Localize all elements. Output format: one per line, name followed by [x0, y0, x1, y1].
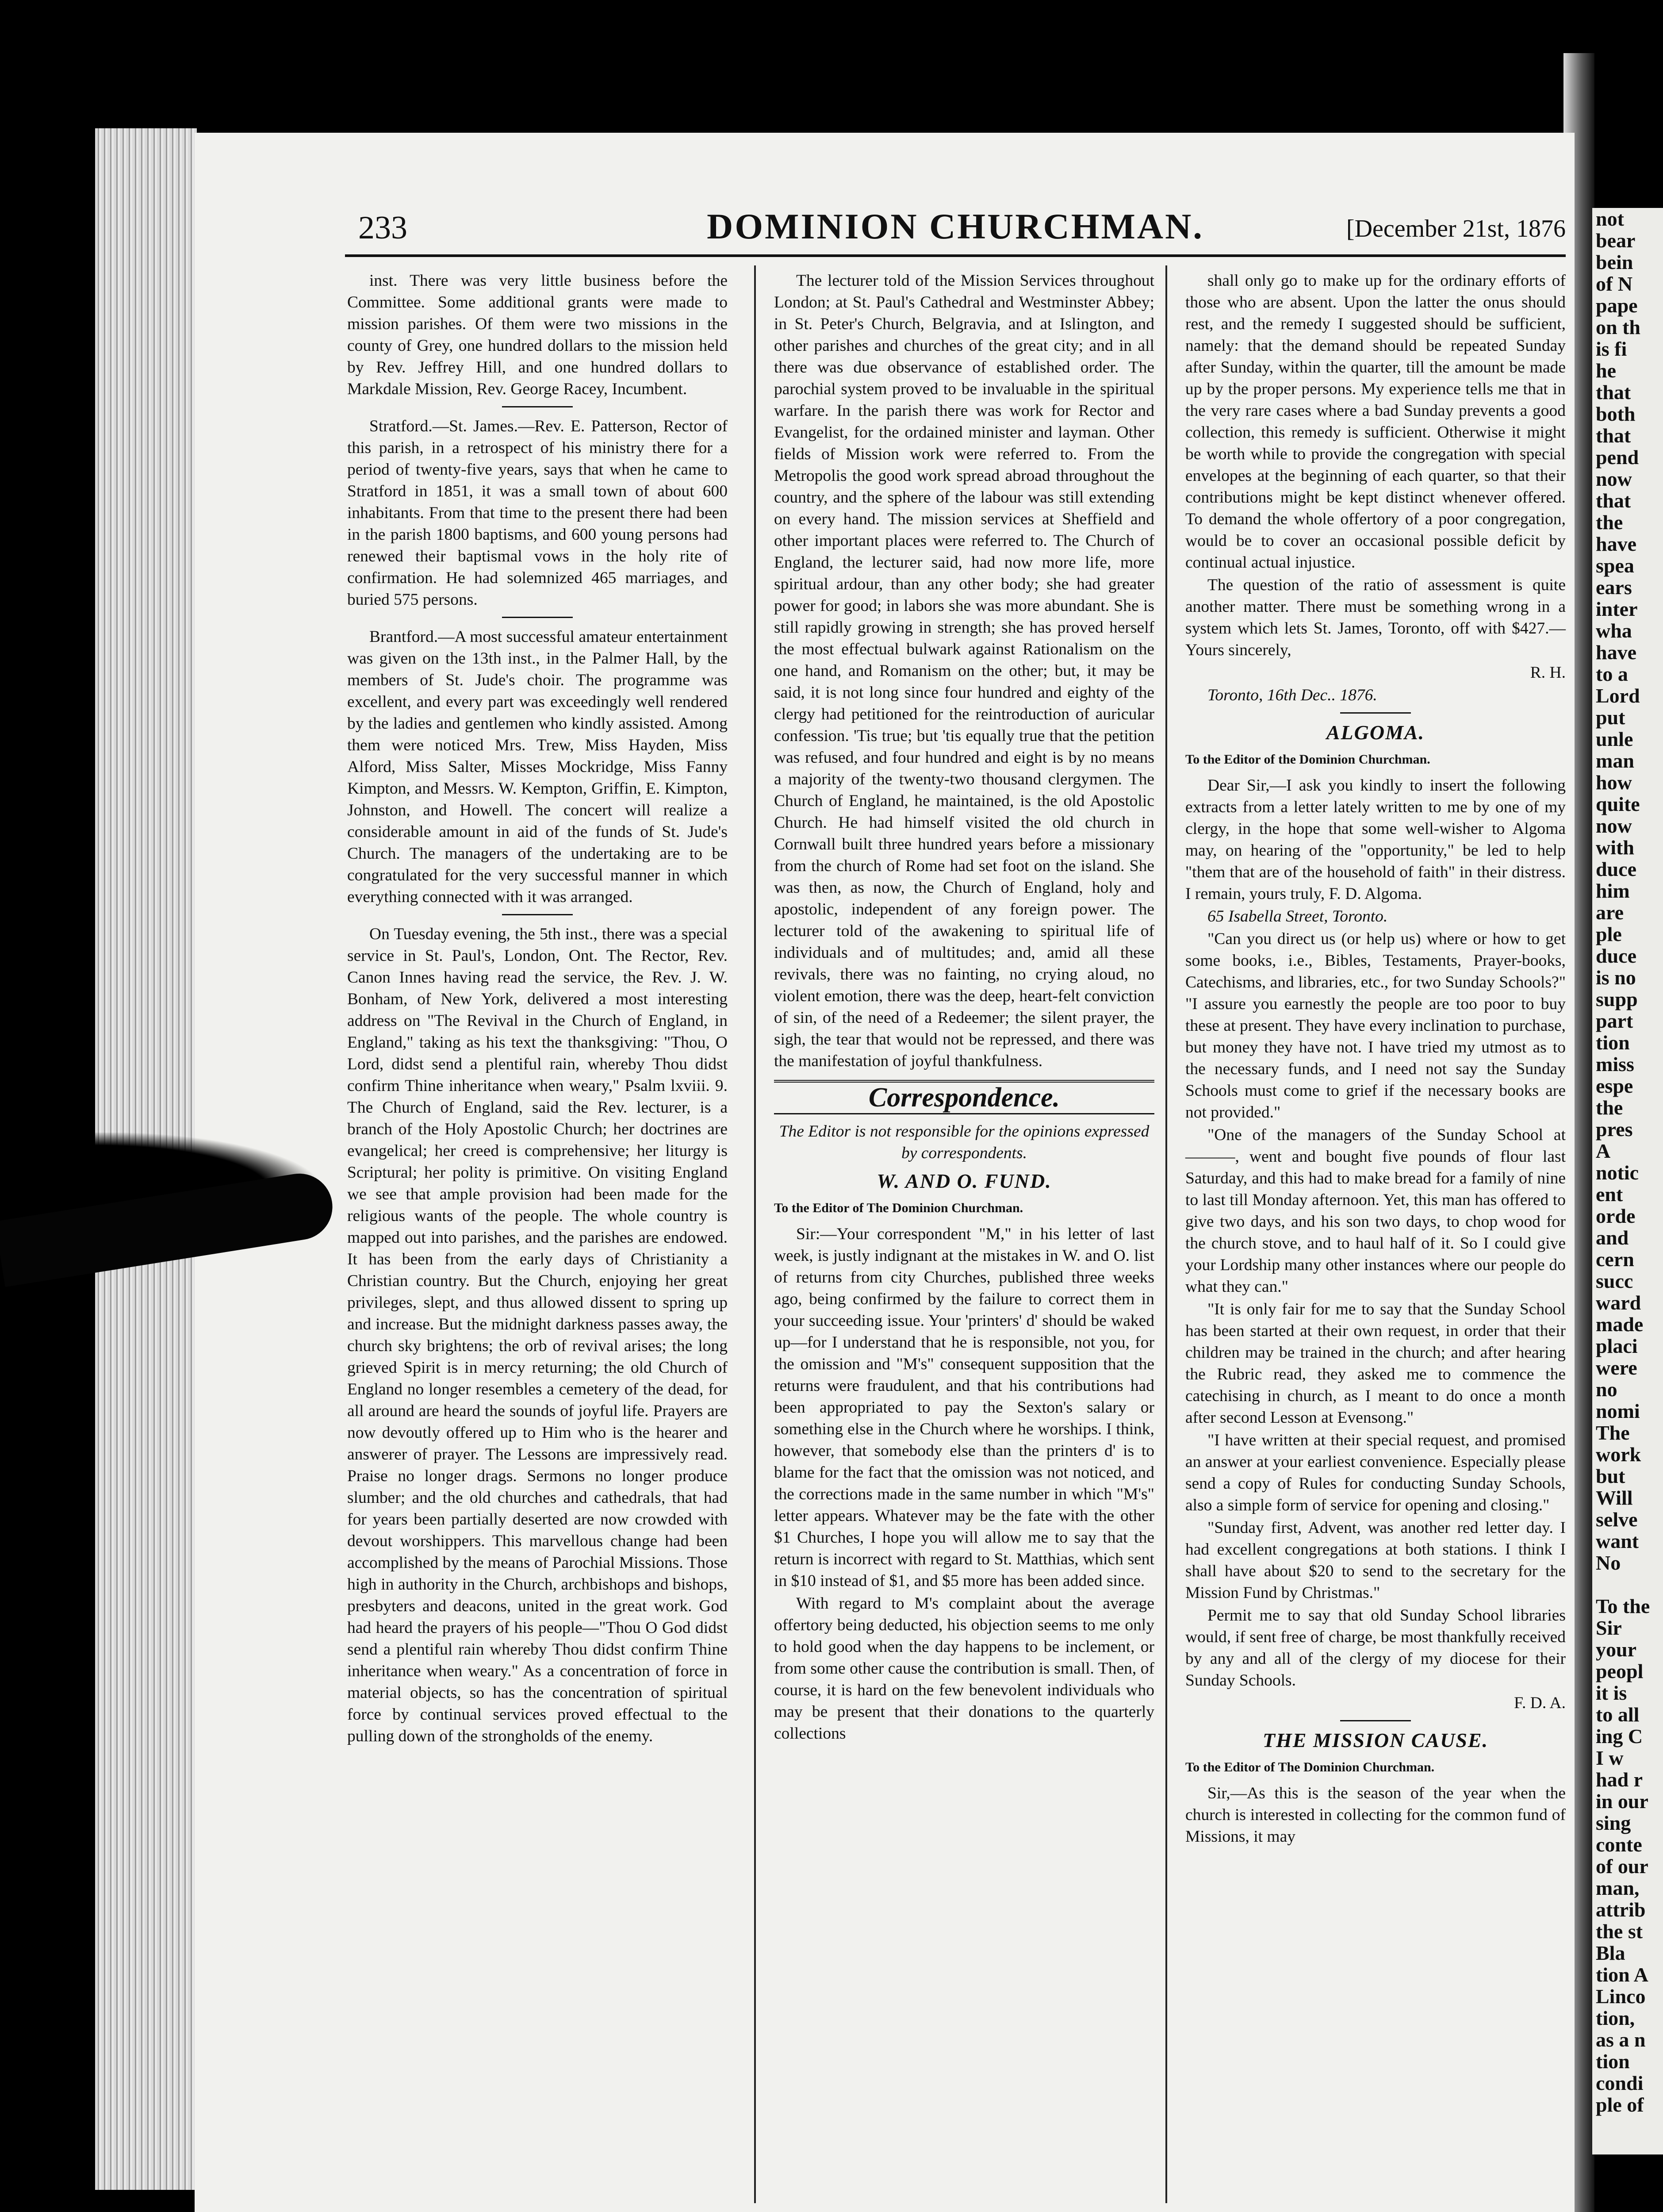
letter-paragraph: Dear Sir,—I ask you kindly to insert the following extracts from a letter lately written to me by one of my clergy, in the hope that some well-wisher to Algoma may, on hearing of the "opportunity," be led to help "them that are of the household of faith" in their distress. I remain, yours truly, F. D. Algoma.	[1185, 776, 1566, 903]
fragment-line: bein	[1596, 251, 1633, 273]
fragment-line: it is	[1596, 1682, 1627, 1704]
fragment-line: him	[1596, 879, 1630, 902]
to-editor-line: To the Editor of The Dominion Churchman.	[774, 1201, 1023, 1215]
fragment-line: espe	[1596, 1075, 1633, 1097]
page-number: 233	[358, 210, 407, 246]
fragment-line: but	[1596, 1465, 1625, 1487]
correspondence-banner: Correspondence.	[774, 1080, 1154, 1114]
fragment-line: of our	[1596, 1855, 1648, 1878]
to-editor-line: To the Editor of The Dominion Churchman.	[1185, 1760, 1435, 1774]
fragment-line: The	[1596, 1421, 1630, 1444]
fragment-line: have	[1596, 641, 1636, 664]
fragment-line: ears	[1596, 576, 1632, 599]
letter-paragraph: "Sunday first, Advent, was another red letter day. I had excellent congregations at both stations. I think I shall have about $20 to send to the secretary for the Mission Fund by Christmas."	[1185, 1519, 1566, 1602]
fragment-line: inter	[1596, 598, 1638, 620]
fragment-line: your	[1596, 1638, 1636, 1661]
lecture-paragraph: The lecturer told of the Mission Services throughout London; at St. Paul's Cathedral and Westminster Abbey; in St. Peter's Church, Belgravia, and at Islington, and other parishes and churches of the great city; and in all there was due observance of established order. The parochial system proved to be invaluable in the spiritual warfare. In the parish there was work for Rector and Evangelist, for the ordained minister and layman. Other fields of Mission work were referred to. From the Metropolis the good work spread abroad throughout the country, and the sphere of the labour was still extending on every hand. The mission services at Sheffield and other important places were referred to. The Church of England, the lecturer said, had now more life, more spiritual ardour, than any other body; she had greater power for good; in labors she was more abundant. She is still rapidly growing in strength; she has proved herself the most effectual bulwark against Rationalism on the one hand, and Romanism on the other; but, it may be said, it is not long since four hundred and eighty of the clergy had petitioned for the reintroduction of auricular confession. 'Tis true; but 'tis equally true that the petition was refused, and four hundred and eight is by no means a majority of the twenty-two thousand clergymen. The Church of England, he maintained, is the old Apostolic Church. He had himself visited the old church in Cornwall built three hundred years before a missionary from the church of Rome had set foot on the island. She was then, as now, the Church of England, holy and apostolic, independent of any foreign power. The lecturer told of the awakening to spiritual life of individuals and of multitudes; and, amid all these revivals, there was no fainting, no crying aloud, no violent emotion, there was the deep, heart-felt conviction of sin, of the need of a Redeemer; the silent prayer, the sigh, the tear that would not be repressed, and there was the manifestation of joyful thankfulness.	[774, 272, 1154, 1070]
letter-paragraph: "It is only fair for me to say that the Sunday School has been started at their own request, in order that their children may be trained in the church; and after hearing the Rubric read, they asked me to commence the catechising in church, as I meant to do once a month after second Lesson at Evensong."	[1185, 1300, 1566, 1427]
fragment-line: A	[1596, 1140, 1611, 1162]
signature: F. D. A.	[1514, 1694, 1566, 1712]
fragment-line: ent	[1596, 1183, 1623, 1206]
to-editor-line: To the Editor of the Dominion Churchman.	[1185, 752, 1430, 767]
fragment-line: To the	[1596, 1595, 1650, 1617]
fragment-line: and	[1596, 1226, 1629, 1249]
letter-paragraph: Sir,—As this is the season of the year when the church is interested in collecting for the common fund of Missions, it may	[1185, 1784, 1566, 1846]
issue-date: [December 21st, 1876	[1346, 215, 1566, 242]
letter-paragraph: Sir:—Your correspondent "M," in his letter of last week, is justly indignant at the mistakes in W. and O. list of returns from city Churches, published three weeks ago, being confirmed by the failure to correct them in your succeeding issue. Your 'printers' d' should be waked up—for I understand that he is responsible, not you, for the omission and "M's" consequent supposition that the returns were fraudulent, and that his contributions had been appropriated to pay the Sexton's salary or something else in the Church where he worships. I think, however, that somebody else than the printers d' is to blame for the fact that the omission was not noticed, and the corrections made in the same number in which "M's" letter appears. Whatever may be the fate with the other $1 Churches, I hope you will allow me to say that the return is incorrect with regard to St. Matthias, which sent in $10 instead of $1, and $5 more has been added since.	[774, 1225, 1154, 1590]
fragment-line: quite	[1596, 793, 1640, 815]
fragment-line: how	[1596, 771, 1632, 794]
fragment-line: bear	[1596, 229, 1636, 252]
fragment-line: attrib	[1596, 1898, 1646, 1921]
letter-paragraph: "Can you direct us (or help us) where or how to get some books, i.e., Bibles, Testaments, Prayer-books, Catechisms, and libraries, etc., for two Sunday Schools?" "I assure you earnestly the people are too poor to buy these at present. They have every inclination to purchase, but money they have not. I have tried my utmost as to the necessary funds, and I need not say the Sunday Schools must come to grief if the necessary books are not provided."	[1185, 930, 1566, 1121]
fragment-line: ward	[1596, 1291, 1641, 1314]
divider	[502, 617, 573, 618]
fragment-line: sing	[1596, 1812, 1631, 1834]
fragment-line: had r	[1596, 1768, 1643, 1791]
fragment-line	[1596, 1574, 1663, 1595]
fragment-line: ing C	[1596, 1725, 1643, 1747]
fragment-line: condi	[1596, 2072, 1644, 2094]
fragment-line: peopl	[1596, 1660, 1644, 1682]
fragment-line: pape	[1596, 294, 1638, 317]
signature: R. H.	[1530, 664, 1566, 682]
column-rule	[754, 265, 756, 2203]
column-2	[774, 270, 1154, 1745]
column-rule	[1165, 265, 1167, 2203]
fragment-line: work	[1596, 1443, 1641, 1466]
fragment-line: are	[1596, 901, 1624, 924]
fragment-line: want	[1596, 1530, 1639, 1552]
letter-paragraph: shall only go to make up for the ordinary efforts of those who are absent. Upon the latter the onus should rest, and the remedy I suggested should be sufficient, namely: that the demand should be repeated Sunday after Sunday, within the quarter, till the amount be made up by the proper persons. My experience tells me that in the very rare cases where a bad Sunday prevents a good collection, this remedy is sufficient. Otherwise it might be worth while to provide the congregation with special envelopes at the beginning of each quarter, so that their contributions might be kept distinct whenever offered. To demand the whole offertory of a poor congregation, would be to cover an occasional possible deficit by continual actual injustice.	[1185, 272, 1566, 572]
fragment-line: man,	[1596, 1877, 1640, 1899]
fragment-line: No	[1596, 1551, 1621, 1574]
fragment-line: supp	[1596, 988, 1638, 1010]
newspaper-page	[195, 133, 1575, 2212]
fragment-line: orde	[1596, 1205, 1636, 1227]
fragment-line: tion	[1596, 1031, 1630, 1054]
fragment-line: to all	[1596, 1703, 1640, 1726]
fragment-line: pres	[1596, 1118, 1633, 1141]
fragment-line: Linco	[1596, 1985, 1646, 2008]
fragment-line: pend	[1596, 446, 1639, 469]
divider	[502, 406, 573, 407]
fragment-line: is fi	[1596, 338, 1627, 360]
stratford-article: Stratford.—St. James.—Rev. E. Patterson, Rector of this parish, in a retrospect of his ministry there for a period of twenty-five years, says that when he came to Stratford in 1851, it was a small town of about 600 inhabitants. From that time to the present there had been in the parish 1800 baptisms, and 600 young persons had renewed their baptismal vows in the holy rite of confirmation. He had solemnized 465 marriages, and buried 575 persons.	[347, 417, 728, 609]
brantford-article: Brantford.—A most successful amateur entertainment was given on the 13th inst., in the Palmer Hall, by the members of St. Jude's choir. The programme was excellent, and every part was exceedingly well rendered by the ladies and gentlemen who kindly assisted. Among them were noticed Mrs. Trew, Miss Hayden, Miss Alford, Miss Salter, Misses Mockridge, Miss Fanny Kimpton, and Messrs. W. Kempton, Griffin, E. Kimpton, Johnston, and Howell. The concert will realize a considerable amount in aid of the funds of St. Jude's Church. The managers of the undertaking are to be congratulated for the very successful manner in which everything connected with it was arranged.	[347, 628, 728, 906]
fragment-line: tion A	[1596, 1963, 1648, 1986]
fragment-line: Lord	[1596, 684, 1640, 707]
fragment-line: now	[1596, 814, 1632, 837]
divider	[1340, 712, 1411, 714]
fragment-line: placi	[1596, 1335, 1638, 1357]
fragment-line: with	[1596, 836, 1634, 859]
fragment-line: were	[1596, 1356, 1637, 1379]
mission-cause-title: THE MISSION CAUSE.	[1262, 1729, 1489, 1751]
fragment-line: that	[1596, 424, 1631, 447]
fragment-line: in our	[1596, 1790, 1648, 1813]
fragment-line: the st	[1596, 1920, 1643, 1943]
fragment-line: put	[1596, 706, 1625, 729]
divider	[1340, 1720, 1411, 1721]
fragment-line: I w	[1596, 1747, 1624, 1769]
fragment-line: no	[1596, 1378, 1617, 1401]
header-rule	[345, 254, 1566, 257]
fragment-line: selve	[1596, 1508, 1638, 1531]
algoma-title: ALGOMA.	[1326, 721, 1425, 744]
editor-disclaimer: The Editor is not responsible for the opinions expressed by correspondents.	[779, 1122, 1150, 1162]
fragment-line: he	[1596, 359, 1616, 382]
fragment-line: ple of	[1596, 2093, 1644, 2116]
fragment-line: made	[1596, 1313, 1644, 1336]
fragment-line: spea	[1596, 554, 1634, 577]
fragment-line: of N	[1596, 273, 1633, 295]
fragment-line: tion	[1596, 2050, 1630, 2073]
adjacent-page-fragment	[1592, 208, 1663, 2154]
fragment-line: on th	[1596, 316, 1640, 338]
fragment-line: Bla	[1596, 1942, 1625, 1964]
page-header	[345, 201, 1566, 250]
fragment-line: cern	[1596, 1248, 1634, 1271]
fragment-line: notic	[1596, 1161, 1639, 1184]
fragment-line: duce	[1596, 945, 1636, 967]
fragment-line: to a	[1596, 663, 1628, 685]
fragment-line: unle	[1596, 728, 1633, 750]
fragment-line: as a n	[1596, 2028, 1646, 2051]
fragment-line: the	[1596, 1096, 1623, 1119]
fragment-line: miss	[1596, 1053, 1634, 1075]
column-1	[347, 270, 728, 1748]
fragment-line: both	[1596, 403, 1636, 425]
fragment-line: nomi	[1596, 1400, 1640, 1422]
letter-paragraph: "One of the managers of the Sunday School at ———, went and bought five pounds of flour last Saturday, and this had to make bread for a family of nine to last till Monday afternoon. Yet, this man has offered to give two days, and his son two days, to chop wood for the church stove, and to haul half of it. So I could give your Lordship many other instances where our people do what they can."	[1185, 1126, 1566, 1296]
fragment-line: not	[1596, 208, 1624, 230]
fragment-line: that	[1596, 381, 1631, 403]
divider	[502, 914, 573, 915]
fragment-line: have	[1596, 533, 1636, 555]
letter-place-date: Toronto, 16th Dec.. 1876.	[1207, 686, 1377, 704]
letter-paragraph: The question of the ratio of assessment is quite another matter. There must be something wrong in a system which lets St. James, Toronto, off with $427.— Yours sincerely,	[1185, 576, 1566, 659]
fragment-line: tion,	[1596, 2007, 1635, 2029]
fragment-line: Will	[1596, 1486, 1633, 1509]
letter-paragraph: With regard to M's complaint about the average offertory being deducted, his objection seems to me only to hold good when the day happens to be inclement, or from some other cause the contribution is small. Then, of course, it is hard on the few benevolent individuals who may be present that their donations to the quarterly collections	[774, 1594, 1154, 1743]
fragment-line: ple	[1596, 923, 1622, 945]
article-paragraph: inst. There was very little business before the Committee. Some additional grants were made to mission parishes. Of them were two missions in the county of Grey, one hundred dollars to the mission held by Rev. Jeffrey Hill, and one hundred dollars to Markdale Mission, Rev. George Racey, Incumbent.	[347, 272, 728, 398]
fragment-line: conte	[1596, 1833, 1642, 1856]
fragment-line: the	[1596, 511, 1623, 534]
fragment-line: succ	[1596, 1270, 1633, 1292]
letter-paragraph: "I have written at their special request, and promised an answer at your earliest convenience. Especially please send a copy of Rules for conducting Sunday Schools, also a simple form of service for opening and closing."	[1185, 1431, 1566, 1514]
newspaper-title: DOMINION CHURCHMAN.	[707, 206, 1204, 246]
fragment-line: man	[1596, 749, 1634, 772]
fragment-line: that	[1596, 489, 1631, 512]
address-line: 65 Isabella Street, Toronto.	[1207, 907, 1388, 926]
fragment-line: duce	[1596, 858, 1636, 880]
letter-title: W. AND O. FUND.	[877, 1170, 1052, 1192]
fragment-line: part	[1596, 1010, 1633, 1032]
fragment-line: Sir	[1596, 1617, 1622, 1639]
fragment-line: wha	[1596, 619, 1632, 642]
london-article: On Tuesday evening, the 5th inst., there was a special service in St. Paul's, London, Ont. The Rector, Rev. Canon Innes having read the service, the Rev. J. W. Bonham, of New York, delivered a most interesting address on "The Revival in the Church of England, in England," taking as his text the thanksgiving: "Thou, O Lord, didst send a plentiful rain, whereby Thou didst confirm Thine inheritance when weary," Psalm lxviii. 9. The Church of England, said the Rev. lecturer, is a branch of the Holy Apostolic Church; her doctrines are evangelical; her creed is comprehensive; her liturgy is Scriptural; her polity is primitive. On visiting England we see that ample provision had been made for the religious wants of the people. The whole country is mapped out into parishes, and the parishes are endowed. It has been from the early days of Christianity a Christian country. But the Church, enjoying her great privileges, slept, and thus allowed dissent to spring up and increase. But the midnight darkness passes away, the church sky brightens; the orb of revival arises; the long grieved Spirit is in mercy returning; the old Church of England no longer resembles a cemetery of the dead, for all around are heard the sounds of joyful life. Prayers are now devoutly offered up to Him who is the hearer and answerer of prayer. The Lessons are impressively read. Praise no longer drags. Sermons no longer produce slumber; and the old churches and cathedrals, that had for years been partially deserted are now crowded with devout worshippers. This marvellous change had been accomplished by the means of Parochial Missions. Those high in authority in the Church, archbishops and bishops, presbyters and deacons, united in the great work. God had heard the prayers of his people—"Thou O God didst send a plentiful rain whereby Thou didst confirm Thine inheritance when weary." As a concentration of force in material objects, so has the concentration of spiritual force by continual services proved effectual to the pulling down of the strongholds of the enemy.	[347, 925, 728, 1745]
fragment-line: is no	[1596, 966, 1636, 989]
fragment-line: now	[1596, 468, 1632, 490]
letter-paragraph: Permit me to say that old Sunday School libraries would, if sent free of charge, be most thankfully received by any and all of the clergy of my diocese for their Sunday Schools.	[1185, 1606, 1566, 1690]
column-3	[1185, 270, 1566, 1848]
